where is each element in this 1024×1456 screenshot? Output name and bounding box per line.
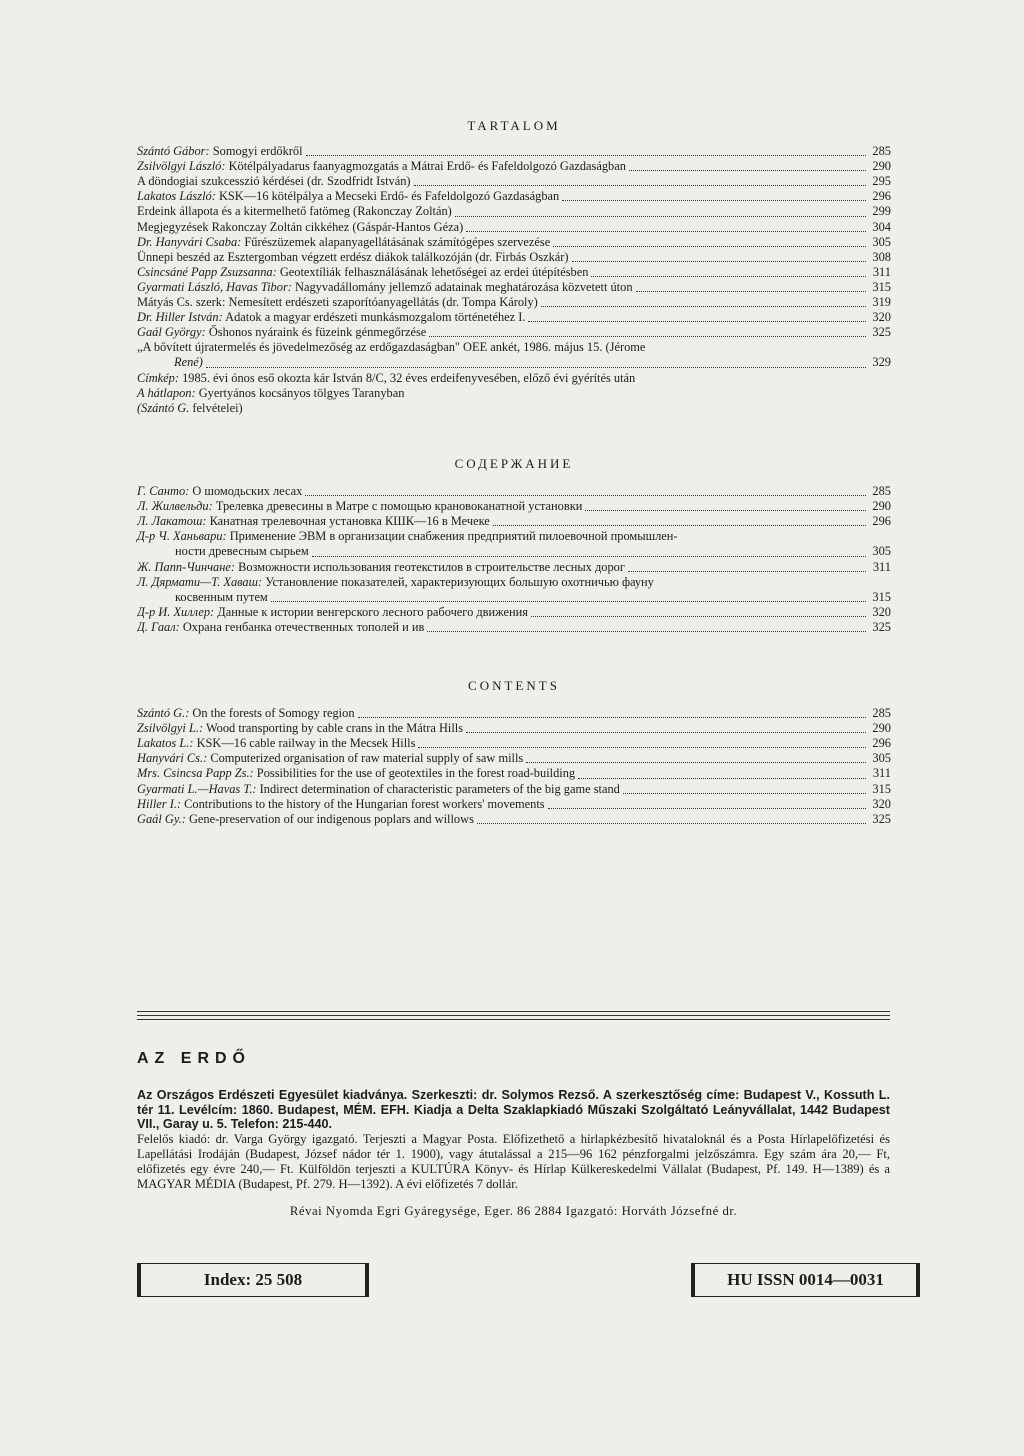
toc-title: Adatok a magyar erdészeti munkásmozgalom történetéhez I.: [222, 310, 526, 325]
toc-title: On the forests of Somogy region: [189, 706, 355, 721]
toc-title-cont: косвенным путем: [175, 589, 268, 604]
toc-author: Л. Лакатош:: [137, 514, 207, 529]
toc-author: Szántó G.:: [137, 706, 190, 721]
toc-page: 285: [872, 706, 891, 721]
toc-entry-wrapped: [137, 340, 891, 370]
leader-dots: [636, 290, 866, 292]
toc-page: 315: [872, 781, 891, 796]
toc-page: 320: [872, 604, 891, 619]
toc-author: Zsilvölgyi László:: [137, 159, 226, 174]
toc-page: 305: [872, 751, 891, 766]
soderzhanie-list: [137, 484, 891, 529]
toc-entry: [137, 706, 891, 721]
toc-page: 290: [872, 721, 891, 736]
toc-entry: [137, 265, 891, 280]
toc-page: 285: [872, 484, 891, 499]
toc-author: Gaál Gy.:: [137, 811, 186, 826]
tartalom-section: [137, 118, 891, 416]
toc-title: A döndogiai szukcesszió kérdései (dr. Szodfridt István): [137, 174, 411, 189]
leader-dots: [477, 822, 866, 824]
toc-title: Mátyás Cs. szerk: Nemesített erdészeti szaporítóanyagellátás (dr. Tompa Károly): [137, 295, 538, 310]
leader-dots: [312, 555, 866, 557]
toc-entry: [137, 220, 891, 235]
leader-dots: [531, 615, 866, 617]
tartalom-notes: [137, 371, 891, 416]
contents-list: [137, 706, 891, 827]
toc-title: Ünnepi beszéd az Esztergomban végzett erdész diákok találkozóján (dr. Firbás Oszkár): [137, 249, 569, 264]
toc-entry: [137, 620, 891, 635]
toc-title: Erdeink állapota és a kitermelhető fatömeg (Rakonczay Zoltán): [137, 204, 452, 219]
toc-entry-line2: René): [174, 355, 203, 370]
toc-entry: [137, 144, 891, 159]
toc-page: 290: [872, 499, 891, 514]
toc-page: 296: [872, 514, 891, 529]
leader-dots: [548, 807, 866, 809]
toc-entry: [137, 174, 891, 189]
toc-title: Contributions to the history of the Hungarian forest workers' movements: [181, 796, 545, 811]
leader-dots: [585, 509, 866, 511]
toc-author: Csincsáné Papp Zsuzsanna:: [137, 264, 277, 279]
toc-author: Gaál György:: [137, 325, 206, 340]
leader-dots: [414, 184, 866, 186]
leader-dots: [591, 275, 866, 277]
soderzhanie-section: [137, 456, 891, 635]
toc-entry: [137, 484, 891, 499]
toc-page: 299: [872, 204, 891, 219]
leader-dots: [572, 260, 866, 262]
caption-text: felvételei): [189, 400, 243, 415]
soderzhanie-list: [137, 605, 891, 635]
leader-dots: [306, 154, 866, 156]
toc-entry: [137, 797, 891, 812]
toc-page: 325: [872, 325, 891, 340]
toc-title: Wood transporting by cable crans in the Mátra Hills: [203, 721, 464, 736]
leader-dots: [466, 230, 866, 232]
toc-page: 305: [872, 234, 891, 249]
toc-page: 315: [872, 589, 891, 604]
soderzhanie-list: [137, 560, 891, 575]
toc-title-cont: ности древесным сырьем: [175, 544, 309, 559]
tartalom-list: [137, 144, 891, 340]
printer-info: Révai Nyomda Egri Gyáregysége, Eger. 86 2884 Igazgató: Horváth Józsefné dr.: [289, 1203, 738, 1218]
toc-author: Ж. Папп-Чинчане:: [137, 559, 235, 574]
toc-entry: [137, 204, 891, 219]
toc-page: 325: [872, 811, 891, 826]
toc-title: Possibilities for the use of geotextiles in the forest road-building: [253, 766, 576, 781]
leader-dots: [562, 199, 866, 201]
toc-title: Őshonos nyáraink és füzeink génmegőrzése: [205, 325, 427, 340]
toc-entry-wrapped: [137, 575, 891, 605]
contents-section: [137, 678, 891, 827]
toc-author: Dr. Hiller István:: [137, 310, 223, 325]
soderzhanie-heading: СОДЕРЖАНИЕ: [454, 456, 574, 471]
toc-title: KSK—16 kötélpálya a Mecseki Erdő- és Fafeldolgozó Gazdaságban: [215, 189, 560, 204]
toc-entry: [137, 250, 891, 265]
toc-title: Канатная трелевочная установка КШК—16 в Мечеке: [206, 514, 490, 529]
leader-dots: [455, 215, 866, 217]
toc-title: Трелевка древесины в Матре с помощью крановоканатной установки: [212, 499, 583, 514]
toc-author: Lakatos L.:: [137, 736, 194, 751]
leader-dots: [429, 335, 866, 337]
caption-text: Gyertyános kocsányos tölgyes Taranyban: [195, 385, 405, 400]
issn-box: HU ISSN 0014—0031: [691, 1263, 920, 1297]
leader-dots: [305, 494, 866, 496]
masthead: AZ ERDŐ: [137, 1050, 251, 1067]
leader-dots: [493, 524, 866, 526]
toc-page: 305: [872, 544, 891, 559]
caption-label: A hátlapon:: [137, 385, 196, 400]
toc-page: 325: [872, 619, 891, 634]
leader-dots: [206, 366, 866, 368]
toc-title: Nagyvadállomány jellemző adatainak meghatározása közvetett úton: [291, 279, 633, 294]
index-box: Index: 25 508: [137, 1263, 369, 1297]
toc-page: 308: [872, 249, 891, 264]
leader-dots: [271, 600, 866, 602]
toc-entry: [137, 280, 891, 295]
toc-page: 295: [872, 174, 891, 189]
toc-page: 285: [872, 144, 891, 159]
caption-text: 1985. évi ónos eső okozta kár István 8/C, 32 éves erdeifenyvesében, előző évi gyérítés után: [178, 370, 636, 385]
leader-dots: [578, 777, 866, 779]
toc-author: Д-р И. Хиллер:: [137, 604, 215, 619]
toc-author: Д. Гаал:: [137, 619, 180, 634]
toc-title: О шомодьских лесах: [189, 484, 303, 499]
toc-page: 311: [872, 559, 891, 574]
toc-title: Установление показателей, характеризующих большую охотничью фауну: [262, 574, 654, 589]
toc-entry: [137, 721, 891, 736]
caption-note: [137, 401, 891, 416]
toc-entry: [137, 235, 891, 250]
toc-entry: [137, 295, 891, 310]
toc-title: Kötélpályadarus faanyagmozgatás a Mátrai Erdő- és Fafeldolgozó Gazdaságban: [225, 159, 626, 174]
toc-title: Megjegyzések Rakonczay Zoltán cikkéhez (Gáspár-Hantos Géza): [137, 219, 464, 234]
publisher-info: Az Országos Erdészeti Egyesület kiadványa. Szerkeszti: dr. Solymos Rezső. A szerkesztőség címe: Budapest V., Kossuth L. tér 11. Levélcím: 1860. Budapest, MÉM. EFH. Kiadja a Delta Szaklapkiadó Műszaki Szolgáltató Leányvállalat, 1442 Budapest VII., Garay u. 5. Telefon: 215-440.: [137, 1088, 890, 1131]
toc-author: Szántó Gábor:: [137, 144, 210, 159]
toc-page: 320: [872, 310, 891, 325]
leader-dots: [427, 630, 866, 632]
toc-entry: [137, 189, 891, 204]
toc-title: Computerized organisation of raw material supply of saw mills: [207, 751, 524, 766]
imprint: [137, 1050, 890, 1219]
caption-label: (Szántó G.: [137, 400, 190, 415]
separator-rules: [137, 1011, 890, 1023]
toc-entry: [137, 310, 891, 325]
leader-dots: [418, 746, 866, 748]
toc-author: Gyarmati L.—Havas T.:: [137, 781, 257, 796]
tartalom-heading: TARTALOM: [467, 118, 561, 133]
toc-page: 315: [872, 279, 891, 294]
toc-title: Somogyi erdőkről: [209, 144, 303, 159]
toc-page: 296: [872, 736, 891, 751]
toc-author: Gyarmati László, Havas Tibor:: [137, 279, 292, 294]
toc-author: Д-р Ч. Ханьвари:: [137, 529, 227, 544]
toc-page: 304: [872, 219, 891, 234]
toc-title: Охрана генбанка отечественных тополей и ив: [179, 619, 425, 634]
caption-note: [137, 386, 891, 401]
toc-author: Zsilvölgyi L.:: [137, 721, 204, 736]
toc-title: KSK—16 cable railway in the Mecsek Hills: [193, 736, 416, 751]
toc-title: Fűrészüzemek alapanyagellátásának számítógépes szervezése: [241, 234, 551, 249]
toc-title: Применение ЭВМ в организации снабжения предприятий пилоевочной промышлен-: [226, 529, 678, 544]
leader-dots: [466, 731, 866, 733]
contents-heading: CONTENTS: [468, 678, 560, 693]
leader-dots: [528, 320, 866, 322]
toc-entry: [137, 499, 891, 514]
toc-author: Dr. Hanyvári Csaba:: [137, 234, 242, 249]
toc-page: 311: [872, 264, 891, 279]
toc-author: Lakatos László:: [137, 189, 216, 204]
toc-entry: [137, 159, 891, 174]
toc-author: Г. Санто:: [137, 484, 190, 499]
leader-dots: [629, 169, 866, 171]
toc-title: Geotextíliák felhasználásának lehetőségei az erdei útépítésben: [276, 264, 589, 279]
toc-author: Hanyvári Cs.:: [137, 751, 208, 766]
toc-page: 320: [872, 796, 891, 811]
toc-entry-line1: „A bővített újratermelés és jövedelmezőség az erdőgazdaságban" OEE ankét, 1986. május 15. (Jérome: [137, 340, 646, 355]
leader-dots: [358, 716, 866, 718]
toc-entry: [137, 736, 891, 751]
leader-dots: [623, 792, 866, 794]
toc-entry: [137, 782, 891, 797]
toc-author: Hiller I.:: [137, 796, 182, 811]
toc-page: 296: [872, 189, 891, 204]
toc-title: Возможности использования геотекстилов в строительстве лесных дорог: [234, 559, 625, 574]
toc-entry-wrapped: [137, 529, 891, 559]
toc-author: Mrs. Csincsa Papp Zs.:: [137, 766, 254, 781]
toc-title: Gene-preservation of our indigenous poplars and willows: [185, 811, 474, 826]
leader-dots: [526, 761, 866, 763]
toc-author: Л. Дярмати—Т. Хаваш:: [137, 574, 263, 589]
caption-label: Címkép:: [137, 370, 179, 385]
subscription-info: Felelős kiadó: dr. Varga György igazgató. Terjeszti a Magyar Posta. Előfizethető a hírlapkézbesítő hivataloknál és a Posta Hírlapelőfizetési és Lapellátási Irodáján (Budapest, József nádor tér 1. 1900), vagy átutalással a 215—96 162 pénzforgalmi jelzőszámra. Egy szám ára 20,— Ft, előfizetés egy évre 240,— Ft. Külföldön terjeszti a KULTÚRA Könyv- és Hírlap Külkereskedelmi Vállalat (Budapest, Pf. 149. H—1389) és a MAGYAR MÉDIA (Budapest, Pf. 279. H—1392). A évi előfizetés 7 dollár.: [137, 1131, 890, 1191]
leader-dots: [628, 570, 866, 572]
leader-dots: [541, 305, 866, 307]
toc-entry: [137, 605, 891, 620]
leader-dots: [553, 245, 866, 247]
toc-page: 290: [872, 159, 891, 174]
toc-page: 319: [872, 295, 891, 310]
toc-author: Л. Жилвельди:: [137, 499, 213, 514]
caption-note: [137, 371, 891, 386]
toc-entry: [137, 560, 891, 575]
toc-page: 311: [872, 766, 891, 781]
toc-entry: [137, 812, 891, 827]
toc-entry: [137, 514, 891, 529]
toc-title: Данные к истории венгерского лесного рабочего движения: [214, 604, 529, 619]
toc-entry: [137, 751, 891, 766]
toc-entry: [137, 325, 891, 340]
toc-entry: [137, 766, 891, 781]
toc-title: Indirect determination of characteristic parameters of the big game stand: [256, 781, 620, 796]
toc-page: 329: [872, 355, 891, 370]
